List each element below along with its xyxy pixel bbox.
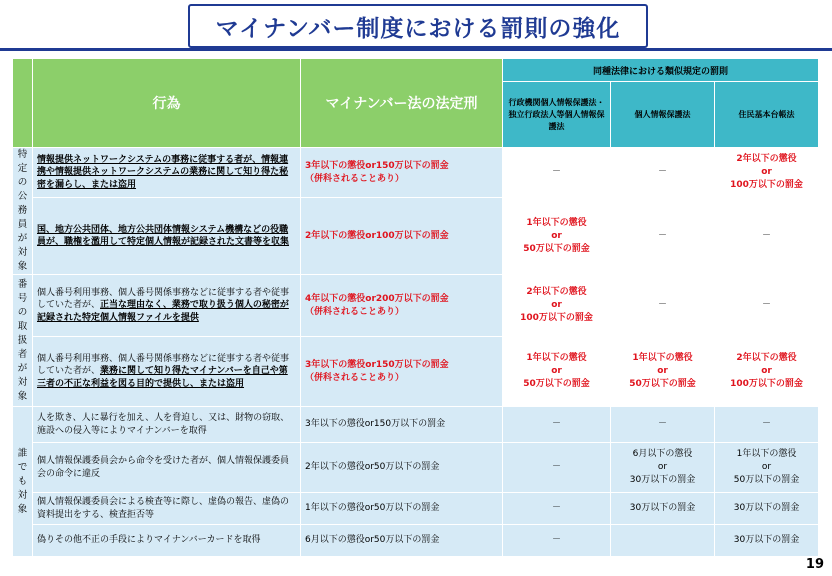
page-number: 19 <box>805 557 824 572</box>
penalty-cell: 6月以下の懲役or50万以下の罰金 <box>301 525 503 557</box>
resident-cell: 2年以下の懲役 or 100万以下の罰金 <box>715 337 819 407</box>
gov-info-cell: － <box>503 407 611 443</box>
privacy-cell: － <box>611 198 715 275</box>
title-box <box>188 4 648 48</box>
act-cell: 個人情報保護委員会から命令を受けた者が、個人情報保護委員会の命令に違反 <box>33 443 301 493</box>
table-row <box>13 198 819 275</box>
penalty-cell: 2年以下の懲役or50万以下の罰金 <box>301 443 503 493</box>
penalty-cell: 1年以下の懲役or50万以下の罰金 <box>301 493 503 525</box>
title-underline <box>0 48 832 51</box>
resident-cell: 30万以下の罰金 <box>715 493 819 525</box>
table-row <box>13 525 819 557</box>
gov-info-cell: － <box>503 525 611 557</box>
resident-cell: 2年以下の懲役 or 100万以下の罰金 <box>715 148 819 198</box>
resident-cell: － <box>715 407 819 443</box>
gov-info-cell: － <box>503 148 611 198</box>
privacy-cell: － <box>611 148 715 198</box>
privacy-cell: － <box>611 407 715 443</box>
act-cell: 情報提供ネットワークシステムの事務に従事する者が、情報連携や情報提供ネットワークシステムの業務に関して知り得た秘密を漏らし、または盗用 <box>33 148 301 198</box>
penalty-cell: 3年以下の懲役or150万以下の罰金 （併科されることあり） <box>301 148 503 198</box>
privacy-cell: 30万以下の罰金 <box>611 493 715 525</box>
table-row <box>13 337 819 407</box>
category-number-handlers <box>13 275 33 407</box>
header-similar-laws: 同種法律における類似規定の罰則 <box>503 59 819 82</box>
header-resident-law: 住民基本台帳法 <box>715 82 819 148</box>
header-act: 行為 <box>33 59 301 148</box>
privacy-cell: 6月以下の懲役 or 30万以下の罰金 <box>611 443 715 493</box>
act-cell: 個人情報保護委員会による検査等に際し、虚偽の報告、虚偽の資料提出をする、検査拒否等 <box>33 493 301 525</box>
gov-info-cell: 1年以下の懲役 or 50万以下の罰金 <box>503 337 611 407</box>
act-cell: 個人番号利用事務、個人番号関係事務などに従事する者や従事していた者が、正当な理由なく、業務で取り扱う個人の秘密が記録された特定個人情報ファイルを提供 <box>33 275 301 337</box>
category-label: 特 定 の 公 務 員 が 対 象 <box>17 149 28 272</box>
table-row <box>13 275 819 337</box>
table-row <box>13 493 819 525</box>
resident-cell: 30万以下の罰金 <box>715 525 819 557</box>
table-row <box>13 148 819 198</box>
resident-cell: 1年以下の懲役 or 50万以下の罰金 <box>715 443 819 493</box>
privacy-cell <box>611 525 715 557</box>
header-gov-info-law: 行政機関個人情報保護法・独立行政法人等個人情報保護法 <box>503 82 611 148</box>
penalty-cell: 2年以下の懲役or100万以下の罰金 <box>301 198 503 275</box>
privacy-cell: － <box>611 275 715 337</box>
penalty-table <box>12 58 819 557</box>
category-label: 番 号 の 取 扱 者 が 対 象 <box>17 278 28 402</box>
gov-info-cell: 2年以下の懲役 or 100万以下の罰金 <box>503 275 611 337</box>
header-penalty: マイナンバー法の法定刑 <box>301 59 503 148</box>
category-public-officials <box>13 148 33 275</box>
category-anyone <box>13 407 33 557</box>
header-blank <box>13 59 33 148</box>
resident-cell: － <box>715 275 819 337</box>
header-privacy-law: 個人情報保護法 <box>611 82 715 148</box>
category-label: 誰 で も 対 象 <box>17 447 28 515</box>
gov-info-cell: － <box>503 493 611 525</box>
penalty-cell: 4年以下の懲役or200万以下の罰金 （併科されることあり） <box>301 275 503 337</box>
penalty-cell: 3年以下の懲役or150万以下の罰金 （併科されることあり） <box>301 337 503 407</box>
table-row <box>13 407 819 443</box>
page-title: マイナンバー制度における罰則の強化 <box>215 15 621 42</box>
privacy-cell: 1年以下の懲役 or 50万以下の罰金 <box>611 337 715 407</box>
resident-cell: － <box>715 198 819 275</box>
penalty-cell: 3年以下の懲役or150万以下の罰金 <box>301 407 503 443</box>
act-cell: 個人番号利用事務、個人番号関係事務などに従事する者や従事していた者が、業務に関して知り得たマイナンバーを自己や第三者の不正な利益を図る目的で提供し、または盗用 <box>33 337 301 407</box>
table-row <box>13 443 819 493</box>
gov-info-cell: － <box>503 443 611 493</box>
act-cell: 人を欺き、人に暴行を加え、人を脅迫し、又は、財物の窃取、施設への侵入等によりマイナンバーを取得 <box>33 407 301 443</box>
gov-info-cell: 1年以下の懲役 or 50万以下の罰金 <box>503 198 611 275</box>
act-cell: 国、地方公共団体、地方公共団体情報システム機構などの役職員が、職権を濫用して特定個人情報が記録された文書等を収集 <box>33 198 301 275</box>
act-cell: 偽りその他不正の手段によりマイナンバーカードを取得 <box>33 525 301 557</box>
